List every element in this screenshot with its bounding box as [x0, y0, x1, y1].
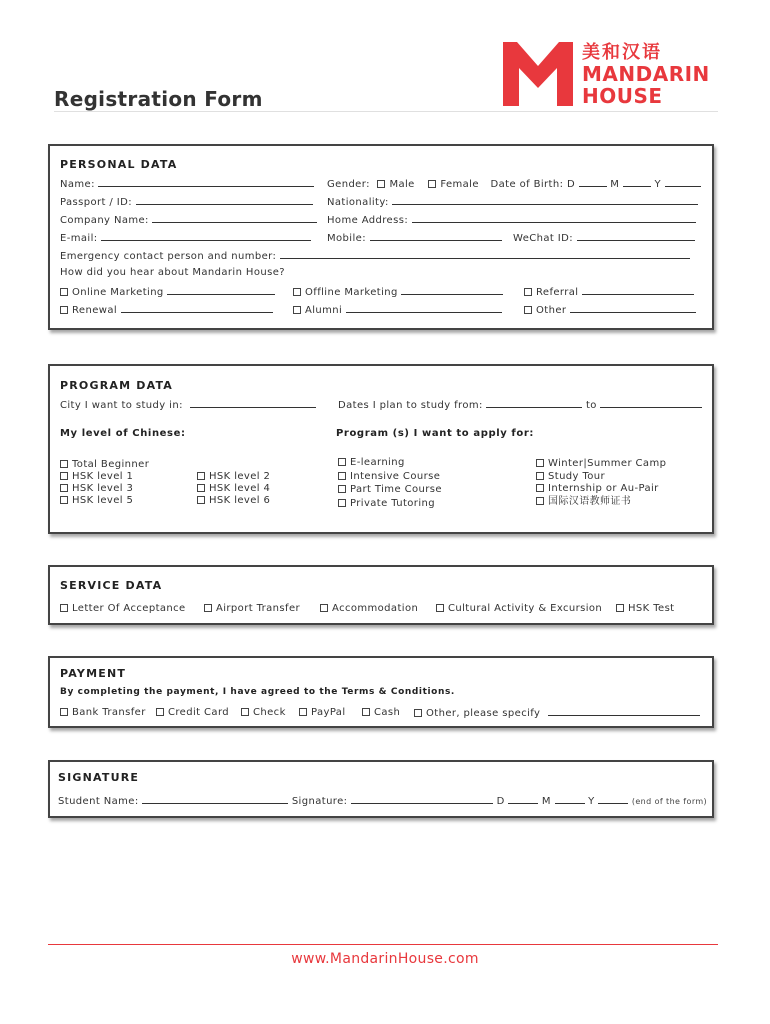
- alumni-option: [293, 304, 502, 316]
- service-option: [320, 603, 418, 614]
- email-row: [60, 232, 311, 244]
- wechat-label: WeChat ID:: [513, 233, 574, 244]
- home-address-row: [327, 214, 696, 226]
- referral-option: [524, 286, 694, 298]
- service-option: [204, 603, 300, 614]
- service-label: Accommodation: [332, 603, 419, 614]
- online-marketing-checkbox[interactable]: [60, 288, 68, 296]
- level-checkbox[interactable]: [60, 496, 68, 504]
- renewal-option: [60, 304, 273, 316]
- list-item: [60, 495, 149, 507]
- signature-label: Signature:: [291, 796, 348, 807]
- list-item: [536, 483, 666, 496]
- level-label: HSK level 6: [209, 495, 271, 506]
- program-label: Internship or Au-Pair: [548, 483, 659, 494]
- online-marketing-label: Online Marketing: [72, 287, 164, 298]
- nationality-label: Nationality:: [327, 197, 389, 208]
- dob-month-label: M: [610, 179, 620, 190]
- sign-year-label: Y: [588, 796, 595, 807]
- service-checkbox[interactable]: [436, 604, 444, 612]
- other-field[interactable]: [570, 304, 696, 313]
- other-checkbox[interactable]: [524, 306, 532, 314]
- service-checkbox[interactable]: [320, 604, 328, 612]
- level-title: My level of Chinese:: [60, 428, 186, 439]
- program-label: Intensive Course: [350, 470, 441, 482]
- level-label: HSK level 3: [72, 483, 134, 494]
- name-field[interactable]: [98, 178, 314, 187]
- online-marketing-option: [60, 286, 275, 298]
- level-checkbox[interactable]: [197, 484, 205, 492]
- payment-option: [156, 707, 229, 718]
- other-label: Other: [536, 305, 567, 316]
- list-item: [338, 497, 442, 511]
- renewal-field[interactable]: [121, 304, 273, 313]
- program-checkbox[interactable]: [536, 472, 544, 480]
- service-label: Letter Of Acceptance: [72, 603, 186, 614]
- name-row: [60, 178, 314, 190]
- footer-divider: [48, 944, 718, 945]
- program-checkbox[interactable]: [338, 499, 346, 507]
- referral-label: Referral: [536, 287, 579, 298]
- program-checkbox[interactable]: [338, 485, 346, 493]
- service-checkbox[interactable]: [204, 604, 212, 612]
- program-label: E-learning: [350, 457, 405, 468]
- level-label: HSK level 5: [72, 495, 134, 506]
- alumni-field[interactable]: [346, 304, 502, 313]
- list-item: [197, 483, 270, 495]
- passport-field[interactable]: [136, 196, 313, 205]
- email-label: E-mail:: [60, 233, 98, 244]
- program-label: Winter|Summer Camp: [548, 458, 667, 469]
- sign-year-field[interactable]: [598, 795, 628, 804]
- level-checkbox[interactable]: [197, 496, 205, 504]
- program-checkbox[interactable]: [536, 497, 544, 505]
- dates-label: Dates I plan to study from:: [338, 400, 483, 411]
- dob-year-label: Y: [654, 179, 661, 190]
- payment-option: [241, 707, 286, 718]
- other-option: [524, 304, 696, 316]
- level-list-left: [60, 459, 149, 507]
- list-item: [60, 483, 149, 495]
- list-item: [536, 471, 666, 484]
- city-row: [60, 399, 316, 411]
- payment-checkbox[interactable]: [299, 708, 307, 716]
- payment-label: Cash: [374, 707, 401, 718]
- service-data-title: SERVICE DATA: [60, 579, 163, 592]
- list-item: [60, 471, 149, 483]
- renewal-label: Renewal: [72, 305, 118, 316]
- hear-about-label: How did you hear about Mandarin House?: [60, 267, 285, 278]
- list-item: [338, 470, 442, 484]
- list-item: [536, 496, 666, 509]
- nationality-row: [327, 196, 698, 208]
- company-label: Company Name:: [60, 215, 149, 226]
- signature-row: [58, 795, 707, 807]
- page-title: Registration Form: [54, 87, 263, 111]
- logo-line-2: HOUSE: [582, 84, 663, 108]
- level-label: Total Beginner: [72, 459, 150, 470]
- mobile-row: [327, 232, 502, 244]
- level-checkbox[interactable]: [60, 484, 68, 492]
- payment-option: [60, 707, 146, 718]
- signature-field[interactable]: [351, 795, 493, 804]
- sign-month-label: M: [541, 796, 551, 807]
- mobile-field[interactable]: [370, 232, 502, 241]
- offline-marketing-field[interactable]: [401, 286, 503, 295]
- gender-row: [327, 178, 701, 190]
- program-checkbox[interactable]: [338, 458, 346, 466]
- alumni-checkbox[interactable]: [293, 306, 301, 314]
- payment-title: PAYMENT: [60, 667, 127, 680]
- dob-label: Date of Birth: D: [490, 179, 576, 190]
- program-label: 国际汉语教师证书: [548, 495, 632, 507]
- wechat-row: [513, 232, 695, 244]
- payment-terms: By completing the payment, I have agreed to the Terms & Conditions.: [60, 687, 455, 697]
- service-option: [436, 603, 602, 614]
- dob-month-field[interactable]: [623, 178, 651, 187]
- payment-checkbox[interactable]: [241, 708, 249, 716]
- emergency-field[interactable]: [280, 250, 690, 259]
- date-from-field[interactable]: [486, 399, 582, 408]
- offline-marketing-label: Offline Marketing: [305, 287, 398, 298]
- program-checkbox[interactable]: [536, 459, 544, 467]
- payment-checkbox[interactable]: [362, 708, 370, 716]
- dates-row: [338, 399, 702, 411]
- company-row: [60, 214, 317, 226]
- level-checkbox[interactable]: [197, 472, 205, 480]
- list-item: [536, 458, 666, 471]
- payment-option: [362, 707, 400, 718]
- footer-website-link[interactable]: www.MandarinHouse.com: [291, 951, 479, 967]
- student-name-field[interactable]: [142, 795, 288, 804]
- service-data-section: [48, 565, 714, 625]
- service-checkbox[interactable]: [616, 604, 624, 612]
- mobile-label: Mobile:: [327, 233, 366, 244]
- email-field[interactable]: [101, 232, 311, 241]
- list-item: [60, 459, 149, 471]
- program-checkbox[interactable]: [338, 472, 346, 480]
- program-list-right: [536, 458, 666, 508]
- level-checkbox[interactable]: [60, 472, 68, 480]
- level-label: HSK level 1: [72, 471, 134, 482]
- emergency-label: Emergency contact person and number:: [60, 251, 277, 262]
- payment-option: [414, 707, 700, 719]
- home-address-label: Home Address:: [327, 215, 409, 226]
- emergency-row: [60, 250, 690, 262]
- list-item: [197, 495, 270, 507]
- city-label: City I want to study in:: [60, 400, 183, 411]
- dob-year-field[interactable]: [665, 178, 701, 187]
- program-label: Private Tutoring: [350, 497, 435, 509]
- wechat-field[interactable]: [577, 232, 695, 241]
- signature-title: SIGNATURE: [58, 771, 140, 784]
- nationality-field[interactable]: [392, 196, 698, 205]
- sign-month-field[interactable]: [555, 795, 585, 804]
- program-label: Study Tour: [548, 470, 606, 482]
- level-list-right: [197, 471, 270, 507]
- level-label: HSK level 4: [209, 483, 271, 494]
- service-label: HSK Test: [628, 603, 675, 614]
- list-item: [338, 456, 442, 470]
- renewal-checkbox[interactable]: [60, 306, 68, 314]
- passport-label: Passport / ID:: [60, 197, 132, 208]
- female-label: Female: [440, 179, 479, 190]
- sign-day-field[interactable]: [508, 795, 538, 804]
- program-list-mid: [338, 456, 442, 510]
- program-checkbox[interactable]: [536, 484, 544, 492]
- dates-to-label: to: [585, 400, 597, 411]
- payment-checkbox[interactable]: [414, 709, 422, 717]
- logo-chinese-text: 美和汉语: [582, 42, 662, 63]
- home-address-field[interactable]: [412, 214, 696, 223]
- service-label: Cultural Activity & Excursion: [448, 603, 603, 614]
- service-label: Airport Transfer: [216, 603, 301, 614]
- offline-marketing-option: [293, 286, 503, 298]
- service-option: [616, 603, 675, 614]
- female-checkbox[interactable]: [428, 180, 436, 188]
- male-checkbox[interactable]: [377, 180, 385, 188]
- list-item: [338, 483, 442, 497]
- list-item: [197, 471, 270, 483]
- name-label: Name:: [60, 179, 95, 190]
- personal-data-title: PERSONAL DATA: [60, 158, 178, 171]
- payment-label: Other, please specify: [426, 708, 541, 719]
- payment-other-field[interactable]: [548, 707, 700, 716]
- referral-checkbox[interactable]: [524, 288, 532, 296]
- level-label: HSK level 2: [209, 471, 271, 482]
- payment-label: PayPal: [311, 707, 346, 718]
- company-field[interactable]: [152, 214, 317, 223]
- alumni-label: Alumni: [305, 305, 343, 316]
- service-option: [60, 603, 186, 614]
- mandarin-house-logo-icon: [503, 42, 573, 106]
- service-checkbox[interactable]: [60, 604, 68, 612]
- student-name-label: Student Name:: [58, 796, 139, 807]
- sign-day-label: D: [496, 796, 505, 807]
- payment-checkbox[interactable]: [156, 708, 164, 716]
- male-label: Male: [389, 179, 415, 190]
- payment-checkbox[interactable]: [60, 708, 68, 716]
- gender-label: Gender:: [327, 179, 370, 190]
- payment-label: Credit Card: [168, 707, 230, 718]
- passport-row: [60, 196, 313, 208]
- program-data-title: PROGRAM DATA: [60, 379, 174, 392]
- signature-section: [48, 760, 714, 818]
- offline-marketing-checkbox[interactable]: [293, 288, 301, 296]
- end-of-form-note: (end of the form): [631, 797, 708, 806]
- logo-english-text: [582, 63, 710, 107]
- payment-option: [299, 707, 346, 718]
- city-field[interactable]: [190, 399, 316, 408]
- referral-field[interactable]: [582, 286, 694, 295]
- date-to-field[interactable]: [600, 399, 702, 408]
- apply-title: Program (s) I want to apply for:: [336, 428, 534, 439]
- payment-label: Check: [253, 707, 286, 718]
- program-label: Part Time Course: [350, 484, 442, 495]
- level-checkbox[interactable]: [60, 460, 68, 468]
- dob-day-field[interactable]: [579, 178, 607, 187]
- logo-line-1: MANDARIN: [582, 62, 710, 86]
- online-marketing-field[interactable]: [167, 286, 275, 295]
- title-divider: [54, 111, 718, 112]
- payment-label: Bank Transfer: [72, 707, 146, 718]
